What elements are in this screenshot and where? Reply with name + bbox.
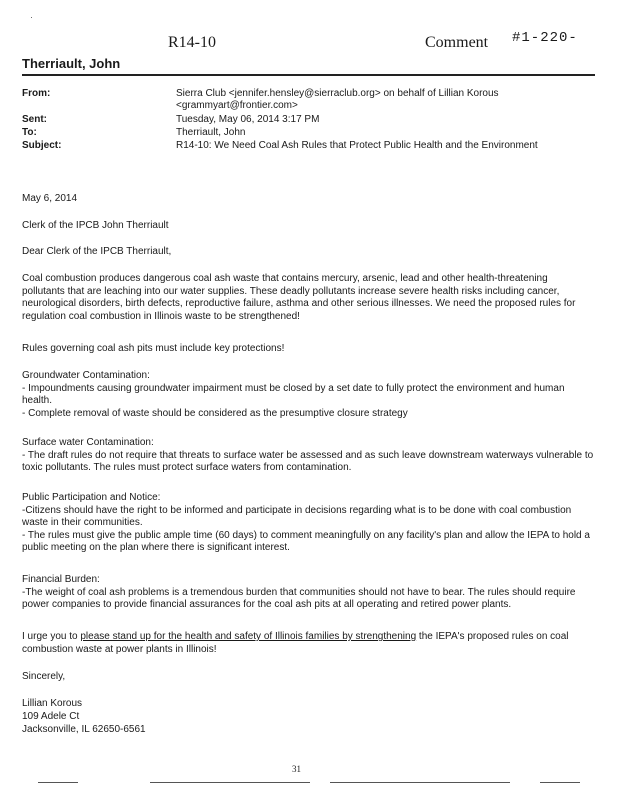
financial-section <box>22 574 594 612</box>
closing-pre: I urge you to <box>22 631 81 642</box>
footer-rule <box>540 782 580 783</box>
financial-point-1: -The weight of coal ash problems is a tremendous burden that communities should not have to bear. The rules should require power companies to provide financial assurances for the coal ash pits at all operating and retired power plants. <box>22 586 576 610</box>
from-value: Sierra Club <jennifer.hensley@sierraclub.org> on behalf of Lillian Korous <grammyart@frontier.com> <box>176 88 499 111</box>
financial-title: Financial Burden: <box>22 574 100 585</box>
signature-address-1: 109 Adele Ct <box>22 711 80 722</box>
groundwater-point-1: - Impoundments causing groundwater impairment must be closed by a set date to fully protect the environment and human health. <box>22 382 565 406</box>
footer-rule <box>150 782 310 783</box>
closing-post: the IEPA's proposed rules on coal combustion waste at power plants in Illinois! <box>22 631 569 655</box>
public-point-2: - The rules must give the public ample time (60 days) to comment meaningfully on any facility's plan and allow the IEPA to hold a public meeting on the plan where there is significant interest. <box>22 529 590 553</box>
public-point-1: -Citizens should have the right to be informed and participate in decisions regarding what is to be done with coal combustion waste in their communities. <box>22 504 572 528</box>
surface-point-1: - The draft rules do not require that threats to surface water be assessed and as such leave downstream waterways vulnerable to toxic pollutants. The rules must protect surface waters from contamination. <box>22 449 594 473</box>
footer-rule <box>330 782 510 783</box>
sender-name: Therriault, John <box>22 56 121 71</box>
letter-recipient: Clerk of the IPCB John Therriault <box>22 220 169 231</box>
letter-intro: Coal combustion produces dangerous coal ash waste that contains mercury, arsenic, lead and other health-threatening pollutants that are leaching into our water supplies. These deadly pollutants increase severe health risks including cancer, neurological disorders, birth defects, reproductive failure, asthma and other serious illnesses. We need the proposed rules for regulation coal combustion in Illinois waste to be strengthened! <box>22 273 576 322</box>
surface-section <box>22 437 594 475</box>
sent-label: Sent: <box>22 114 47 125</box>
groundwater-point-2: - Complete removal of waste should be considered as the presumptive closure strategy <box>22 407 408 419</box>
signoff: Sincerely, <box>22 671 66 682</box>
surface-title: Surface water Contamination: <box>22 437 154 448</box>
page-number: 31 <box>292 764 301 774</box>
footer-rule <box>38 782 78 783</box>
letter-date: May 6, 2014 <box>22 193 78 204</box>
comment-label: Comment <box>425 34 489 51</box>
closing-paragraph <box>22 631 592 656</box>
to-value: Therriault, John <box>176 127 246 138</box>
to-label: To: <box>22 127 37 138</box>
comment-number: #1-220- <box>512 30 578 46</box>
groundwater-title: Groundwater Contamination: <box>22 370 150 381</box>
docket-number: R14-10 <box>168 34 216 51</box>
letter-salutation: Dear Clerk of the IPCB Therriault, <box>22 246 172 257</box>
sent-value: Tuesday, May 06, 2014 3:17 PM <box>176 114 320 125</box>
header-divider <box>22 74 595 76</box>
public-title: Public Participation and Notice: <box>22 492 161 503</box>
signature-name: Lillian Korous <box>22 698 83 709</box>
scan-mark: · <box>30 12 33 22</box>
from-label: From: <box>22 88 51 99</box>
groundwater-section <box>22 370 594 420</box>
rules-line: Rules governing coal ash pits must include key protections! <box>22 343 285 354</box>
subject-value: R14-10: We Need Coal Ash Rules that Protect Public Health and the Environment <box>176 140 538 151</box>
subject-label: Subject: <box>22 140 62 151</box>
public-section <box>22 492 594 555</box>
closing-underlined: please stand up for the health and safety of Illinois families by strengthening <box>80 631 417 642</box>
signature-address-2: Jacksonville, IL 62650-6561 <box>22 724 146 735</box>
